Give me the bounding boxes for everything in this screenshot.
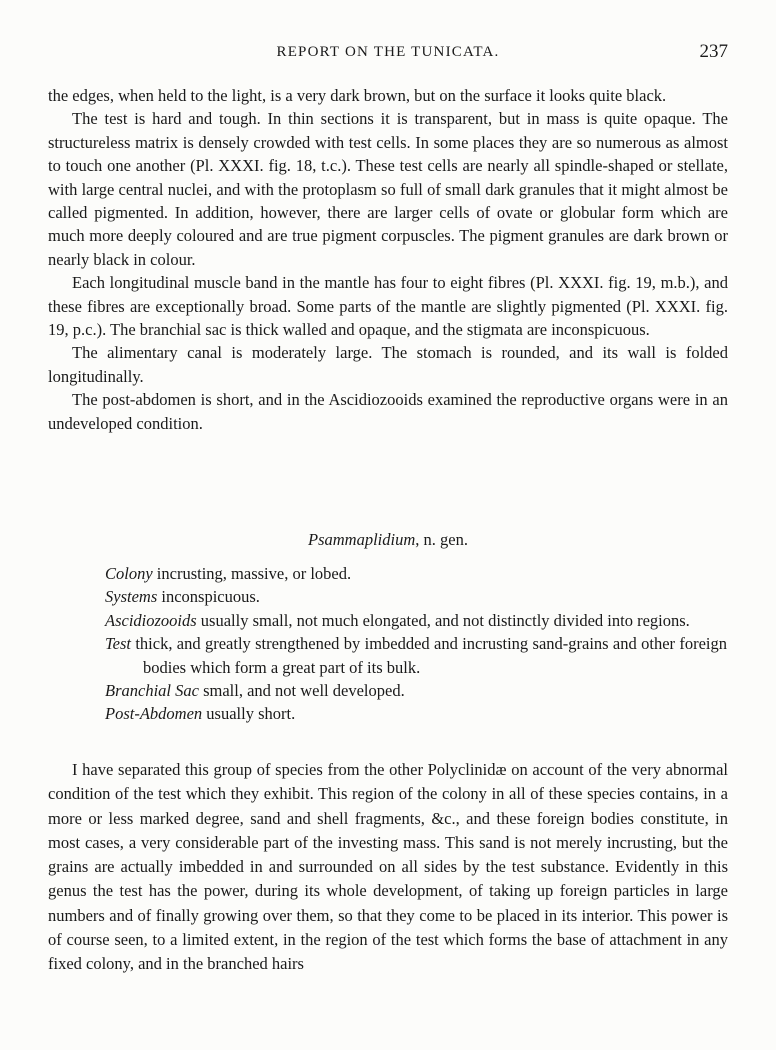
diagnosis-text: incrusting, massive, or lobed. (152, 564, 352, 583)
paragraph: The alimentary canal is moderately large. The stomach is rounded, and its wall is folded longitudinally. (48, 343, 728, 386)
page-number: 237 (699, 41, 728, 62)
running-title: REPORT ON THE TUNICATA. (276, 44, 500, 60)
diagnosis-term: Test (105, 634, 131, 654)
page-header (48, 41, 728, 68)
diagnosis-text: usually short. (202, 704, 296, 724)
diagnosis-term: Colony (105, 564, 153, 583)
intro-text (48, 84, 728, 435)
diagnosis-term: Systems (105, 587, 158, 607)
diagnosis-text: inconspicuous. (157, 587, 260, 607)
paragraph: the edges, when held to the light, is a very dark brown, but on the surface it looks quite black. (48, 86, 667, 105)
diagnosis-text: thick, and greatly strengthened by imbedded and incrusting sand-grains and other foreign bodies which form a great part of its bulk. (131, 634, 727, 677)
genus-suffix: , n. gen. (415, 530, 468, 549)
diagnosis-item (105, 609, 727, 632)
diagnosis-term: Ascidiozooids (105, 610, 197, 630)
diagnosis-term: Branchial Sac (105, 681, 199, 701)
diagnosis-item (105, 702, 727, 725)
diagnosis-item (105, 632, 727, 679)
paragraph: The test is hard and tough. In thin sections it is transparent, but in mass is quite opaque. The structureless matrix is densely crowded with test cells. In some places they are so numerous as almost to touch one another (Pl. XXXI. fig. 18, t.c.). These test cells are nearly all spindle-shaped or stellate, with large central nuclei, and with the protoplasm so full of small dark granules that it might almost be called pigmented. In addition, however, there are larger cells of ovate or globular form which are much more deeply coloured and are true pigment corpuscles. The pigment granules are dark brown or nearly black in colour. (48, 109, 728, 269)
paragraph: The post-abdomen is short, and in the Ascidiozooids examined the reproductive organs were in an undeveloped condition. (48, 390, 728, 433)
paragraph: I have separated this group of species from the other Polyclinidæ on account of the very abnormal condition of the test which they exhibit. This region of the colony in all of these species contains, in a more or less marked degree, sand and shell fragments, &c., and these foreign bodies constitute, in most cases, a very considerable part of the investing mass. This sand is not merely incrusting, but the grains are actually imbedded in and surrounded on all sides by the test substance. Evidently in this genus the test has the power, during its whole development, of taking up foreign particles in large numbers and of finally growing over them, so that they come to be placed in its interior. This power is of course seen, to a limited extent, in the region of the test which forms the base of attachment in any fixed colony, and in the branched hairs (48, 760, 728, 974)
diagnosis-item (105, 562, 727, 585)
closing-text (48, 758, 728, 977)
paragraph: Each longitudinal muscle band in the mantle has four to eight fibres (Pl. XXXI. fig. 19, m.b.), and these fibres are exceptionally broad. Some parts of the mantle are slightly pigmented (Pl. XXXI. fig. 19, p.c.). The branchial sac is thick walled and opaque, and the stigmata are inconspicuous. (48, 273, 728, 340)
diagnosis-item (105, 585, 727, 608)
diagnosis-text: usually small, not much elongated, and not distinctly divided into regions. (196, 610, 690, 630)
diagnosis-term: Post-Abdomen (105, 704, 203, 724)
genus-diagnosis (105, 562, 727, 726)
genus-heading (48, 528, 728, 551)
diagnosis-item (105, 679, 727, 702)
genus-name: Psammaplidium (308, 530, 416, 549)
diagnosis-text: small, and not well developed. (198, 681, 405, 701)
